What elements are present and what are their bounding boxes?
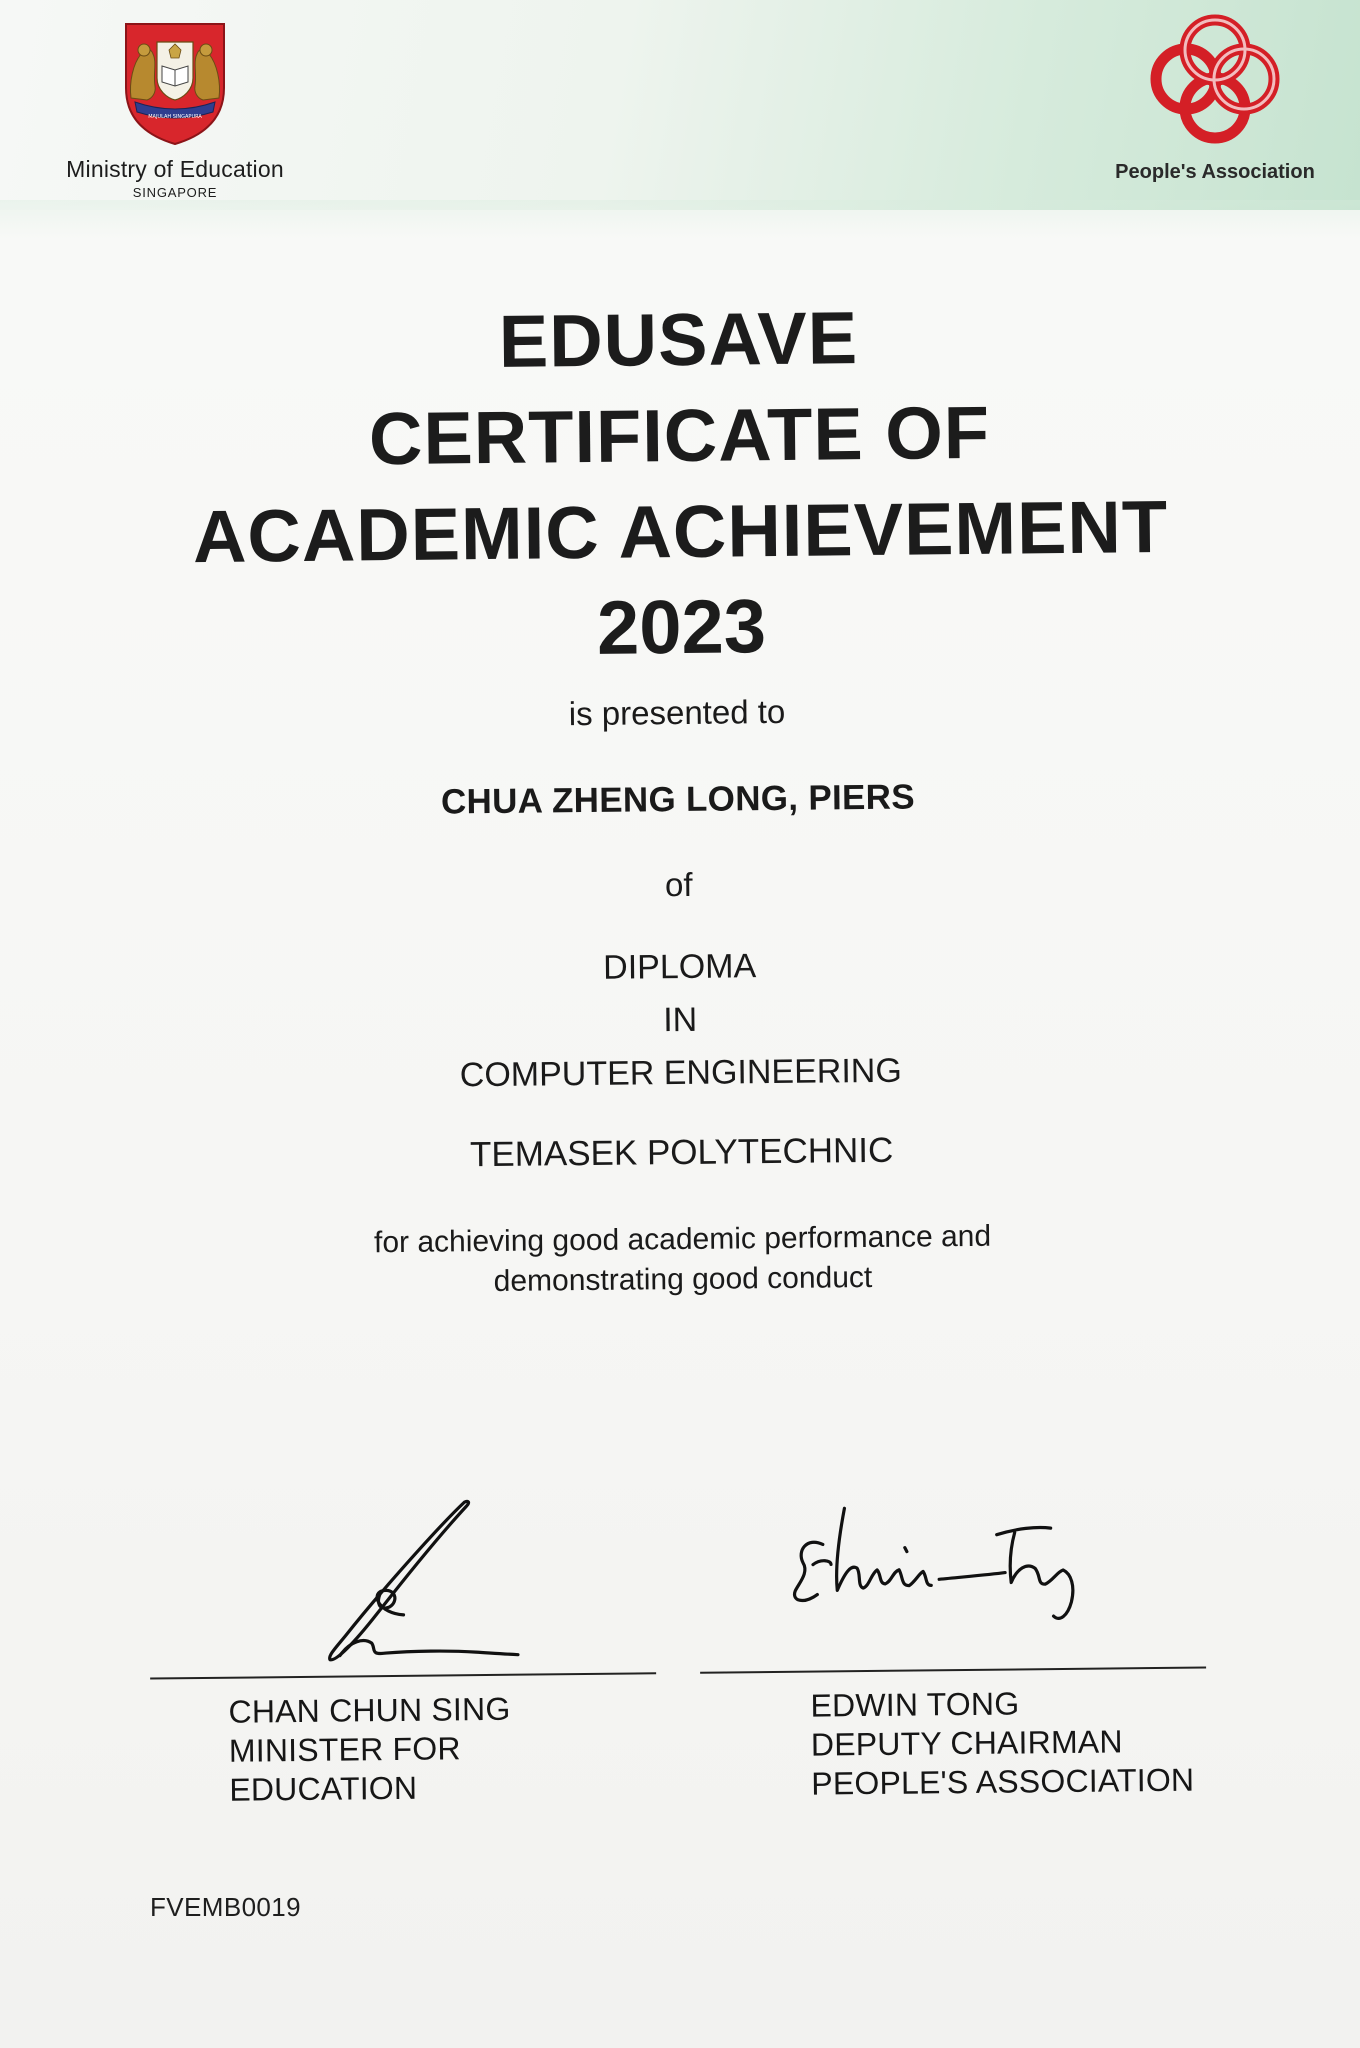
award-reason	[2, 1213, 1360, 1307]
signature-area	[0, 1473, 1360, 1847]
title-line-1: EDUSAVE	[498, 296, 859, 383]
title-line-2: CERTIFICATE OF	[368, 390, 991, 481]
certificate-body	[0, 686, 1360, 1307]
moe-logo	[60, 18, 290, 200]
course-block	[0, 934, 1360, 1107]
signatory-right	[698, 1475, 1207, 1805]
course-line: COMPUTER ENGINEERING	[459, 1051, 903, 1095]
signatory-name: EDWIN TONG	[810, 1685, 1020, 1724]
serial-number: FVEMB0019	[150, 1892, 302, 1922]
school-name: TEMASEK POLYTECHNIC	[469, 1130, 894, 1175]
pa-logo	[1105, 6, 1325, 184]
pa-name: People's Association	[1115, 161, 1315, 183]
signatory-title: DEPUTY CHAIRMAN	[810, 1723, 1123, 1763]
course-line: IN	[663, 1000, 698, 1040]
signatory-title: PEOPLE'S ASSOCIATION	[811, 1761, 1195, 1802]
certificate-title	[0, 285, 1360, 683]
of-text: of	[664, 865, 693, 904]
signatory-name: CHAN CHUN SING	[228, 1690, 511, 1730]
presented-to-text: is presented to	[568, 692, 786, 733]
reason-line: demonstrating good conduct	[493, 1261, 873, 1298]
signatory-text	[150, 1688, 657, 1810]
header-fade	[0, 200, 1360, 240]
signatory-text	[700, 1682, 1207, 1804]
pa-knot-icon	[1140, 6, 1290, 152]
crest-banner-text: MAJULAH SINGAPURA	[148, 114, 202, 120]
moe-crest-icon	[116, 18, 234, 146]
moe-country: SINGAPORE	[132, 185, 218, 200]
title-line-3: ACADEMIC ACHIEVEMENT	[192, 484, 1169, 579]
signature-chan-icon	[148, 1480, 656, 1675]
reason-line: for achieving good academic performance and	[373, 1219, 992, 1260]
signatory-left	[148, 1480, 657, 1810]
course-line: DIPLOMA	[602, 947, 757, 987]
recipient-name: CHUA ZHENG LONG, PIERS	[440, 777, 916, 822]
signatory-title: MINISTER FOR EDUCATION	[228, 1730, 461, 1808]
signature-tong-icon	[698, 1475, 1206, 1670]
certificate-year: 2023	[596, 584, 767, 671]
moe-name: Ministry of Education	[66, 156, 284, 182]
